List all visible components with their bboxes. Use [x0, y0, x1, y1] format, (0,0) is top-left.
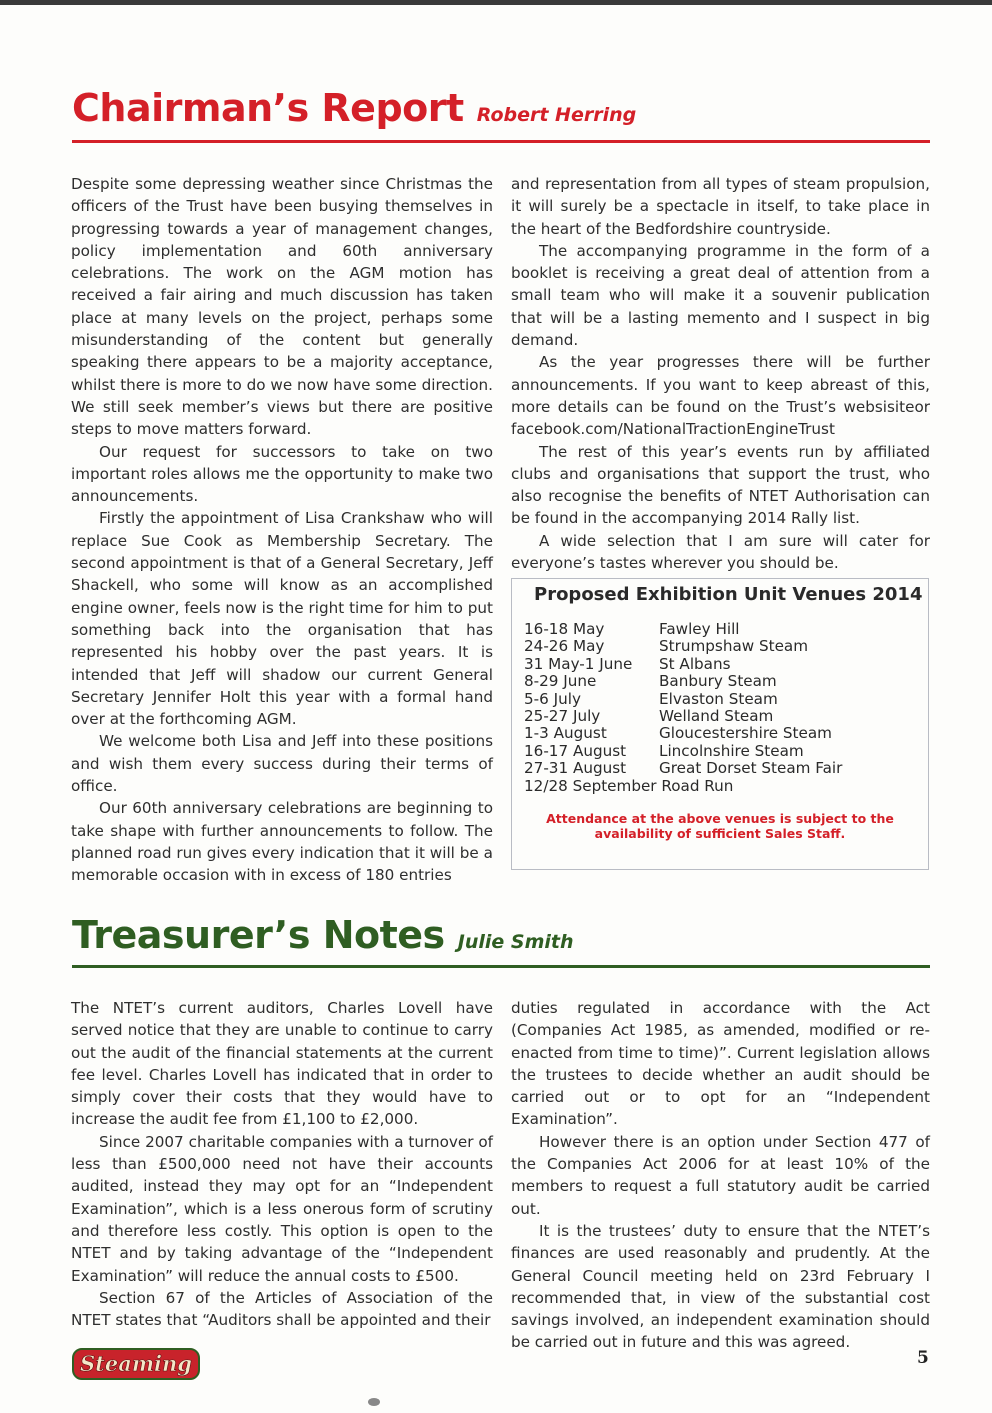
paragraph: It is the trustees’ duty to ensure that the NTET’s finances are used reasonably and prudently. At the General Council meeting held on 23rd February I recommended that, in view of the substantial cost savings involved, an independent examination should be carried out in future and this was agreed.: [511, 1221, 930, 1352]
venue-name: Fawley Hill: [659, 620, 740, 638]
venues-box: [511, 578, 929, 870]
steaming-logo: [72, 1346, 200, 1382]
venue-name: Strumpshaw Steam: [659, 637, 809, 656]
chairman-heading: [72, 86, 636, 130]
venues-title: Proposed Exhibition Unit Venues 2014: [534, 584, 923, 605]
paragraph: Since 2007 charitable companies with a turnover of less than £500,000 need not have their accounts audited, instead they may opt for an “Independent Examination”, which is a less onerous form of scrutiny and therefore less costly. This option is open to the NTET and by taking advantage of the “Independent Examination” will reduce the annual costs to £500.: [71, 1132, 493, 1285]
treasurer-column-2: [511, 997, 930, 1354]
chairman-column-2: [511, 173, 930, 574]
paragraph: We welcome both Lisa and Jeff into these positions and wish them every success during their terms of office.: [71, 732, 493, 796]
paragraph: The NTET’s current auditors, Charles Lovell have served notice that they are unable to continue to carry out the audit of the financial statements at the current fee level. Charles Lovell has indicated that in order to simply cover their costs that they would have to increase the audit fee from £1,100 to £2,000.: [71, 999, 493, 1129]
chairman-rule: [72, 140, 930, 143]
venue-date: 24-26 May: [524, 637, 605, 656]
paragraph: Despite some depressing weather since Christmas the officers of the Trust have been busying themselves in progressing towards a year of management changes, policy implementation and 60th anniversary celebrations. The work on the AGM motion has received a fair airing and much discussion has taken place at many levels on the project, perhaps some misunderstanding of the content but generally speaking there appears to be a majority acceptance, whilst there is more to do we now have some direction. We still seek member’s views but there are positive steps to move matters forward.: [71, 175, 493, 439]
paragraph: Our 60th anniversary celebrations are beginning to take shape with further announcements to follow. The planned road run gives every indication that it will be a memorable occasion with in excess of 180 entries: [71, 799, 493, 885]
binding-mark: [366, 1396, 382, 1408]
venue-date: 5-6 July: [524, 689, 581, 708]
paragraph: As the year progresses there will be further announcements. If you want to keep abreast of this, more details can be found on the Trust’s websisiteor facebook.com/NationalTractionEngineTrust: [511, 353, 930, 439]
venue-row: [524, 691, 842, 708]
paragraph: The accompanying programme in the form of a booklet is receiving a great deal of attention from a small team who will make it a souvenir publication that will be a lasting memento and I suspect in big demand.: [511, 241, 930, 350]
venue-date: 25-27 July: [524, 707, 601, 726]
venue-date: 8-29 June: [524, 672, 597, 691]
paragraph: and representation from all types of steam propulsion, it will surely be a spectacle in itself, to take place in the heart of the Bedfordshire countryside.: [511, 175, 930, 238]
venue-name: Gloucestershire Steam: [659, 724, 832, 743]
venue-name: Welland Steam: [659, 707, 774, 726]
chairman-title: Chairman’s Report: [72, 86, 464, 130]
venue-name: Great Dorset Steam Fair: [659, 759, 843, 778]
venue-row: [524, 638, 842, 655]
venues-list: [524, 621, 842, 795]
venue-name: St Albans: [659, 654, 731, 673]
paragraph: Section 67 of the Articles of Association of the NTET states that “Auditors shall be appointed and their: [71, 1288, 493, 1330]
venue-date: 27-31 August: [524, 759, 627, 778]
page-number: 5: [917, 1348, 929, 1368]
venue-row: [524, 708, 842, 725]
venue-row: [524, 673, 842, 690]
venue-date: 31 May-1 June: [524, 654, 633, 673]
venue-name: Lincolnshire Steam: [659, 741, 804, 760]
venue-date: 1-3 August: [524, 724, 607, 743]
treasurer-author: Julie Smith: [457, 931, 574, 953]
venue-row: [524, 656, 842, 673]
chairman-author: Robert Herring: [476, 104, 637, 126]
top-border: [0, 0, 992, 5]
treasurer-column-1: [71, 997, 493, 1331]
venue-row: [524, 743, 842, 760]
treasurer-heading: [72, 913, 574, 957]
paragraph: The rest of this year’s events run by affiliated clubs and organisations that support the trust, who also recognise the benefits of NTET Authorisation can be found in the accompanying 2014 Rally list.: [511, 442, 930, 528]
paragraph: A wide selection that I am sure will cater for everyone’s tastes wherever you should be.: [511, 531, 930, 573]
chairman-column-1: [71, 173, 493, 887]
venue-row: [524, 725, 842, 742]
paragraph: duties regulated in accordance with the Act (Companies Act 1985, as amended, modified or re-enacted from time to time)”. Current legislation allows the trustees to decide whether an audit should be carried out or to opt for an “Independent Examination”.: [511, 999, 930, 1129]
paragraph: However there is an option under Section 477 of the Companies Act 2006 for at least 10% of the members to request a full statutory audit be carried out.: [511, 1132, 930, 1218]
paragraph: Our request for successors to take on two important roles allows me the opportunity to make two announcements.: [71, 442, 493, 506]
venue-name: Banbury Steam: [659, 672, 777, 691]
venue-row-last: 12/28 September Road Run: [524, 776, 734, 795]
venue-name: Elvaston Steam: [659, 689, 778, 708]
treasurer-title: Treasurer’s Notes: [72, 913, 445, 957]
treasurer-rule: [72, 965, 930, 968]
venue-date: 16-17 August: [524, 741, 627, 760]
paragraph: Firstly the appointment of Lisa Crankshaw who will replace Sue Cook as Membership Secretary. The second appointment is that of a General Secretary, Jeff Shackell, who some will know as an accomplished engine owner, feels now is the right time for him to put something back into the organisation that has represented his hobby over the past years. It is intended that Jeff will shadow our current General Secretary Jennifer Holt this year with a formal hand over at the forthcoming AGM.: [71, 509, 493, 729]
venue-date: 16-18 May: [524, 620, 605, 638]
venue-row: [524, 760, 842, 777]
logo-text: Steaming: [80, 1351, 192, 1376]
venues-note: Attendance at the above venues is subject to the availability of sufficient Sales Staff.: [546, 811, 894, 841]
venue-row: [524, 621, 842, 638]
